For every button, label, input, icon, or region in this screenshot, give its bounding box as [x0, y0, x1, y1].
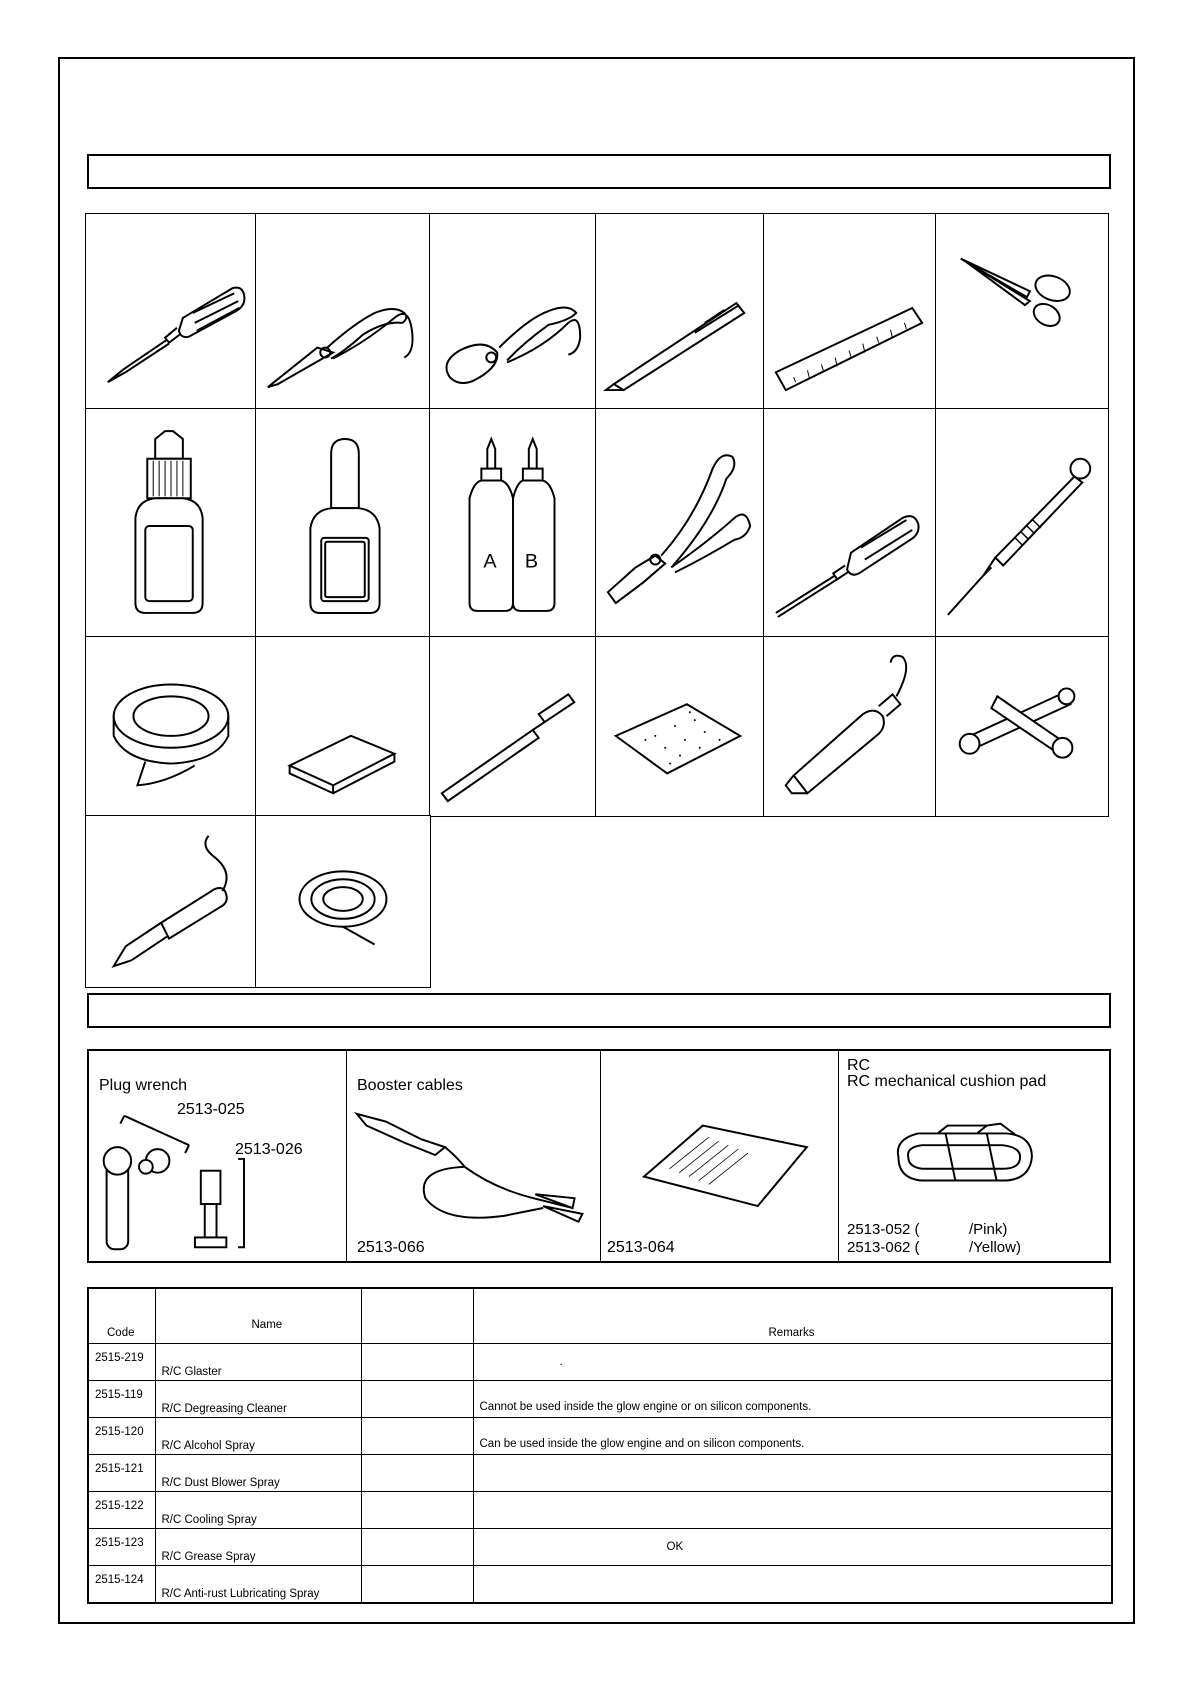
- tool-sandpaper: [595, 636, 765, 817]
- table-row: [88, 1529, 1112, 1566]
- tool-instant-glue: [85, 408, 257, 638]
- hand-drill-icon: [936, 409, 1108, 637]
- soldering-iron-icon: [86, 816, 256, 987]
- scissors-icon: [936, 214, 1108, 409]
- screwdriver-icon: [86, 214, 256, 409]
- row-code: 2515-124: [95, 1574, 144, 1586]
- tool-file: [429, 636, 597, 817]
- table-row: [88, 1418, 1112, 1455]
- sandpaper-icon: [596, 637, 764, 816]
- row-remarks: Can be used inside the glow engine and on silicon components.: [479, 1438, 805, 1450]
- tool-epoxy: [429, 408, 597, 638]
- tool-needle-nose-pliers: [255, 213, 431, 410]
- table-header-row: [88, 1288, 1112, 1344]
- booster-cables-title: Booster cables: [357, 1077, 463, 1094]
- cushion-pad-title-1: RC: [847, 1057, 871, 1074]
- row-code: 2515-121: [95, 1463, 144, 1475]
- optional-parts-row: [87, 1049, 1111, 1263]
- tool-glow-igniter: [763, 636, 937, 817]
- table-row: [88, 1455, 1112, 1492]
- booster-cables-code: 2513-066: [357, 1239, 425, 1256]
- tool-sanding-block: [255, 636, 431, 817]
- header-remarks: Remarks: [473, 1288, 1112, 1344]
- header-code: Code: [88, 1288, 155, 1344]
- row-name: R/C Dust Blower Spray: [161, 1477, 280, 1489]
- tool-hand-drill: [935, 408, 1109, 638]
- ruler-icon: [764, 214, 936, 409]
- cross-wrench-icon: [936, 637, 1108, 816]
- epoxy-label-b: B: [524, 550, 539, 573]
- option-booster-cables: [345, 1051, 601, 1261]
- cushion-pad-color-1: /Pink): [969, 1221, 1008, 1238]
- thread-lock-bottle-icon: [256, 409, 430, 637]
- row-code: 2515-122: [95, 1500, 144, 1512]
- option-sheet: [599, 1051, 839, 1261]
- tool-tape: [85, 636, 257, 817]
- tool-solder-coil: [255, 815, 431, 988]
- table-row: [88, 1492, 1112, 1529]
- cushion-pad-title-2: RC mechanical cushion pad: [847, 1073, 1047, 1090]
- tool-thread-lock: [255, 408, 431, 638]
- row-name: R/C Glaster: [161, 1366, 222, 1378]
- knife-icon: [596, 214, 764, 409]
- row-name: R/C Degreasing Cleaner: [161, 1403, 287, 1415]
- tool-cross-wrench: [935, 636, 1109, 817]
- plug-wrench-code-2: 2513-026: [235, 1141, 303, 1158]
- plug-wrench-title: Plug wrench: [99, 1077, 188, 1094]
- epoxy-bottles-icon: [430, 409, 596, 637]
- option-cushion-pad: [837, 1051, 1111, 1261]
- tool-scissors: [935, 213, 1109, 410]
- hex-driver-icon: [764, 409, 936, 637]
- row-remarks: Cannot be used inside the glow engine or on silicon components.: [479, 1401, 812, 1413]
- sheet-icon: [599, 1051, 838, 1261]
- chemicals-table: [87, 1287, 1113, 1604]
- glue-bottle-icon: [86, 409, 256, 637]
- option-plug-wrench: [89, 1051, 347, 1261]
- tool-hex-driver: [763, 408, 937, 638]
- row-remarks: .: [559, 1356, 563, 1368]
- row-code: 2515-123: [95, 1537, 144, 1549]
- pliers-icon: [256, 214, 430, 409]
- tool-ruler: [763, 213, 937, 410]
- sheet-code: 2513-064: [607, 1239, 675, 1256]
- booster-cables-icon: [345, 1051, 600, 1261]
- options-section-header: [87, 993, 1111, 1028]
- file-icon: [430, 637, 596, 816]
- epoxy-label-a: A: [483, 550, 497, 573]
- header-name: Name: [155, 1288, 361, 1344]
- row-code: 2515-219: [95, 1352, 144, 1364]
- table-row: [88, 1344, 1112, 1381]
- tool-snap-ring-pliers: [595, 408, 765, 638]
- tool-screwdriver: [85, 213, 257, 410]
- row-name: R/C Cooling Spray: [161, 1514, 257, 1526]
- table-row: [88, 1381, 1112, 1418]
- tool-side-cutters: [429, 213, 597, 410]
- tape-roll-icon: [86, 637, 256, 816]
- plug-wrench-icon: [89, 1051, 346, 1261]
- cushion-pad-code-1: 2513-052 (: [847, 1221, 920, 1238]
- cushion-pad-code-2: 2513-062 (: [847, 1239, 920, 1256]
- sanding-block-icon: [256, 637, 430, 816]
- tool-hobby-knife: [595, 213, 765, 410]
- tool-soldering-iron: [85, 815, 257, 988]
- tools-section-header: [87, 154, 1111, 189]
- cushion-pad-icon: [837, 1051, 1111, 1261]
- snap-ring-pliers-icon: [596, 409, 764, 637]
- row-name: R/C Anti-rust Lubricating Spray: [161, 1588, 320, 1600]
- row-name: R/C Alcohol Spray: [161, 1440, 255, 1452]
- plug-wrench-code-1: 2513-025: [177, 1101, 245, 1118]
- solder-coil-icon: [256, 816, 430, 987]
- row-code: 2515-119: [95, 1389, 143, 1401]
- glow-igniter-icon: [764, 637, 936, 816]
- side-cutters-icon: [430, 214, 596, 409]
- cushion-pad-color-2: /Yellow): [969, 1239, 1021, 1256]
- row-code: 2515-120: [95, 1426, 144, 1438]
- header-col3: [361, 1288, 473, 1344]
- table-row: [88, 1566, 1112, 1604]
- row-name: R/C Grease Spray: [161, 1551, 256, 1563]
- row-remarks: OK: [666, 1541, 684, 1553]
